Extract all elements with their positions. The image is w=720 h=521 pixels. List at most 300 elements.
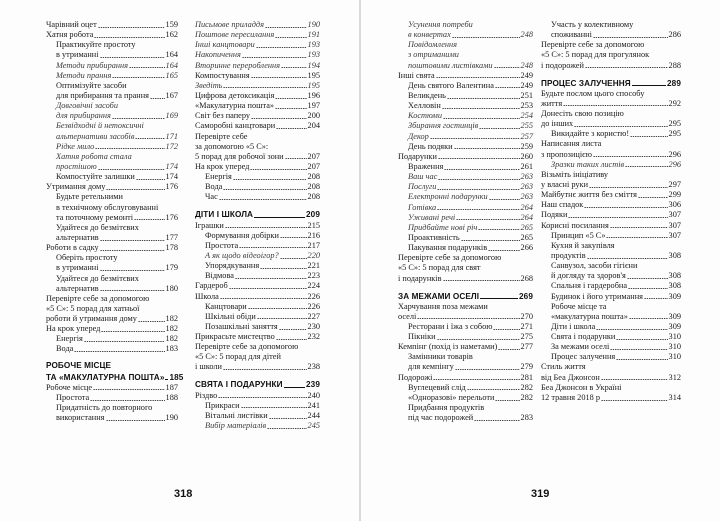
leader-dots [276,128,306,129]
entry-title: «5 С»: 5 порад для прогулянок [541,50,650,60]
leader-dots [587,258,668,259]
entry-title: Прикрасьте мистецтво [195,332,275,342]
index-entry [195,231,320,241]
index-entry [195,342,320,352]
entry-title: Корисні посилання [541,220,609,230]
entry-title: Удайтеся до безмітєвих [56,222,139,232]
index-entry [195,172,320,182]
leader-dots [279,329,307,330]
entry-page-number: 254 [520,111,533,121]
index-entry [541,50,681,60]
leader-dots [136,179,165,180]
entry-title: використання [56,413,105,423]
index-entry [46,213,178,223]
entry-page-number: 263 [520,172,533,182]
index-entry [195,111,320,121]
index-entry [195,182,320,192]
index-entry [398,332,533,342]
entry-page-number: 179 [165,263,178,273]
entry-title: Подорожі [398,372,433,382]
index-entry [195,401,320,411]
entry-title: Кемпінг (похід із наметами) [398,342,498,352]
entry-page-number: 308 [668,271,681,281]
leader-dots [100,290,165,291]
entry-title: Час [205,192,218,202]
index-entry [46,71,178,81]
leader-dots [438,158,520,159]
entry-page-number: 220 [307,250,320,260]
leader-dots [495,87,520,88]
entry-page-number: 314 [668,392,681,402]
index-entry [195,421,320,431]
index-entry [541,150,681,160]
leader-dots [100,57,165,58]
entry-title: Спальня і гардеробна [551,281,628,291]
index-entry [46,243,178,253]
entry-page-number: 183 [165,344,178,354]
entry-page-number: 207 [307,151,320,161]
leader-dots [467,389,520,390]
entry-page-number: 226 [307,291,320,301]
entry-title: Шкільні обіди [205,311,256,321]
entry-title: Компостуйте залишки [56,172,135,182]
leader-dots [100,270,165,271]
index-entry [541,393,681,403]
entry-page-number: 248 [520,60,533,70]
index-entry [541,271,681,281]
entry-title: СВЯТА І ПОДАРУНКИ [195,380,283,390]
entry-title: «5 С»: 5 порад для свят [398,263,481,273]
entry-page-number: 251 [520,90,533,100]
index-entry [541,231,681,241]
entry-title: простішою [56,161,97,171]
index-entry [541,261,681,271]
index-entry [398,253,533,263]
leader-dots [256,47,307,48]
entry-title: Діти і школа [551,321,596,331]
leader-dots [250,169,306,170]
entry-page-number: 286 [668,30,681,40]
leader-dots [495,400,519,401]
entry-page-number: 239 [306,380,320,390]
entry-page-number: 226 [307,301,320,311]
entry-page-number: 253 [520,101,533,111]
index-entry [541,40,681,50]
entry-title: за допомогою «5 С»: [195,141,269,151]
entry-page-number: 217 [307,240,320,250]
leader-dots [223,369,307,370]
index-entry [398,393,533,403]
entry-title: Будьте ретельними [56,192,123,202]
entry-title: Простота [205,240,239,250]
section-heading [398,290,533,302]
index-entry [541,281,681,291]
entry-title: Послуги [408,182,437,192]
entry-title: і школи [195,362,222,372]
leader-dots [627,278,668,279]
index-entry [46,91,178,101]
entry-page-number: 264 [520,202,533,212]
leader-dots [112,77,164,78]
entry-title: Перевірте себе за допомогою [195,342,299,352]
entry-title: День святого Валентина [408,80,494,90]
index-entry [46,50,178,60]
entry-title: Вода [205,182,223,192]
entry-title: та поточному ремонті [56,212,134,222]
index-entry [46,20,178,30]
leader-dots [220,298,307,299]
entry-title: Збирання гостинців [408,121,479,131]
leader-dots [101,331,164,332]
entry-title: Замінники товарів [408,352,473,362]
entry-title: Санвузол, засоби гігієни [551,261,638,271]
leader-dots [494,67,520,68]
index-entry [398,121,533,131]
entry-title: Перевірте себе за допомогою [398,253,502,263]
index-entry [195,40,320,50]
leader-dots [106,420,165,421]
entry-page-number: 263 [520,192,533,202]
entry-title: Придбання продуктів [408,403,485,413]
leader-dots [447,98,520,99]
leader-dots [454,148,520,149]
entry-page-number: 248 [520,30,533,40]
index-entry [398,91,533,101]
entry-title: Вітальні листівки [205,410,268,420]
entry-title: Позашкільні заняття [205,321,278,331]
index-entry [541,99,681,109]
leader-dots [438,179,519,180]
entry-page-number: 275 [520,332,533,342]
section-heading [195,379,320,391]
index-column-3 [398,20,533,423]
index-entry [541,241,681,251]
entry-title: продуктів [551,250,586,260]
entry-page-number: 259 [520,141,533,151]
index-entry [398,152,533,162]
leader-dots [280,258,307,259]
entry-title: Ваш час [408,172,438,182]
entry-page-number: 249 [520,80,533,90]
entry-title: Беа Джонсон в Україні [541,382,622,392]
index-entry [46,61,178,71]
entry-page-number: 240 [307,390,320,400]
leader-dots [443,118,520,119]
index-entry [46,172,178,182]
entry-title: Викидайте з користю! [551,129,630,139]
entry-page-number: 241 [307,400,320,410]
leader-dots [239,247,306,248]
index-entry [398,413,533,423]
entry-page-number: 310 [668,342,681,352]
entry-title: На крок уперед [46,324,101,334]
leader-dots [74,351,164,352]
entry-title: 5 порад для робочої зони [195,151,284,161]
index-entry [398,233,533,243]
entry-page-number: 191 [307,30,320,40]
index-entry [195,71,320,81]
leader-dots [489,199,520,200]
leader-dots [275,98,306,99]
entry-page-number: 244 [307,410,320,420]
entry-title: й догляду та здоров'я [551,271,626,281]
index-entry [46,294,178,304]
entry-title: Робоче місце [46,382,93,392]
leader-dots [284,387,305,388]
section-heading [541,77,681,89]
leader-dots [90,400,164,401]
leader-dots [443,280,520,281]
entry-title: альтернатив [56,232,99,242]
entry-page-number: 312 [668,372,681,382]
entry-title: Пікніки [408,332,436,342]
index-entry [195,221,320,231]
index-entry [541,342,681,352]
index-entry [195,352,320,362]
entry-title: Зразки таких листів [551,159,625,169]
leader-dots [276,339,307,340]
leader-dots [596,329,667,330]
index-entry [46,111,178,121]
entry-title: і подарунків [398,273,442,283]
entry-title: Роботи в садку [46,243,99,253]
leader-dots [616,339,667,340]
entry-title: ПРОЦЕС ЗАЛУЧЕННЯ [541,78,631,88]
entry-title: Проактивність [408,232,460,242]
index-entry [46,142,178,152]
entry-title: Ресторани і їжа з собою [408,321,493,331]
entry-title: Чарівний оцет [46,19,97,29]
entry-title: Світ без паперу [195,111,251,121]
entry-page-number: 238 [307,362,320,372]
index-entry [398,203,533,213]
entry-page-number: 193 [307,50,320,60]
entry-title: роботи й утримання дому [46,314,137,324]
entry-title: Зведіть [195,80,223,90]
entry-title: Удайтеся до безмітєвих [56,273,139,283]
entry-page-number: 295 [668,119,681,129]
entry-title: Методи прибирання [56,60,128,70]
leader-dots [280,237,307,238]
index-entry [195,363,320,373]
entry-page-number: 176 [165,182,178,192]
entry-title: альтернативи засобів [56,131,135,141]
entry-page-number: 187 [165,382,178,392]
entry-title: Враження [408,161,444,171]
entry-page-number: 159 [165,19,178,29]
entry-page-number: 232 [307,332,320,342]
entry-title: Стиль життя [541,362,586,372]
entry-title: з отриманими [408,50,459,60]
index-entry [541,61,681,71]
entry-title: Вода [56,344,74,354]
leader-dots [498,349,519,350]
index-entry [541,139,681,149]
leader-dots [436,77,520,78]
index-entry [541,322,681,332]
leader-dots [437,209,519,210]
index-entry [46,182,178,192]
entry-page-number: 174 [165,172,178,182]
entry-title: для прибирання [56,111,111,121]
entry-title: Кухня й закупівля [551,240,615,250]
entry-title: в утриманні [56,263,99,273]
entry-title: ДІТИ І ШКОЛА [195,210,254,220]
index-entry [46,403,178,413]
entry-page-number: 270 [520,311,533,321]
entry-title: Участь у колективному [551,19,634,29]
entry-title: Гардероб [195,281,228,291]
index-entry [398,223,533,233]
leader-dots [589,187,668,188]
entry-page-number: 308 [668,250,681,260]
entry-title: Перевірте себе за допомогою [46,293,150,303]
entry-title: і подорожей [541,60,584,70]
leader-dots [474,420,519,421]
entry-page-number: 263 [520,182,533,192]
entry-page-number: 216 [307,230,320,240]
leader-dots [267,428,306,429]
index-entry [46,203,178,213]
entry-title: ЗА МЕЖАМИ ОСЕЛІ [398,291,480,301]
index-entry [398,142,533,152]
entry-title: Донесіть свою позицію [541,108,624,118]
entry-title: в конвертах [408,30,451,40]
index-entry [46,253,178,263]
index-entry [541,373,681,383]
leader-dots [601,379,668,380]
entry-page-number: 309 [668,311,681,321]
entry-title: Енергія [205,172,232,182]
index-entry [541,292,681,302]
index-entry [541,109,681,119]
leader-dots [95,148,164,149]
leader-dots [281,67,307,68]
leader-dots [257,318,307,319]
index-entry [46,413,178,423]
index-entry [541,160,681,170]
entry-page-number: 292 [668,98,681,108]
entry-page-number: 185 [169,372,184,382]
leader-dots [437,189,519,190]
index-entry [195,132,320,142]
index-entry [46,81,178,91]
entry-page-number: 227 [307,311,320,321]
entry-page-number: 297 [668,179,681,189]
leader-dots [616,359,667,360]
entry-title: Відмова [205,271,234,281]
entry-page-number: 261 [520,161,533,171]
index-entry [195,292,320,302]
index-entry [398,132,533,142]
entry-title: Канцтовари [205,301,247,311]
index-entry [398,192,533,202]
leader-dots [442,108,520,109]
leader-dots [584,207,667,208]
leader-dots [461,240,520,241]
index-entry [398,312,533,322]
index-entry [46,132,178,142]
section-heading [46,371,184,383]
entry-page-number: 310 [668,352,681,362]
index-entry [195,30,320,40]
index-entry [398,383,533,393]
entry-title: Придатність до повторного [56,403,153,413]
index-entry [398,50,533,60]
index-entry [398,40,533,50]
index-entry [541,210,681,220]
entry-page-number: 310 [668,332,681,342]
entry-page-number: 182 [165,314,178,324]
entry-title: Великдень [408,90,446,100]
leader-dots [456,219,519,220]
entry-page-number: 265 [520,222,533,232]
entry-title: А як щодо відеоігор? [205,250,279,260]
index-entry [398,71,533,81]
entry-title: для кемпінгу [408,362,454,372]
entry-page-number: 169 [165,111,178,121]
entry-page-number: 177 [165,232,178,242]
entry-page-number: 296 [668,159,681,169]
index-entry [541,312,681,322]
leader-dots [165,379,168,380]
entry-page-number: 172 [165,141,178,151]
index-entry [541,221,681,231]
entry-page-number: 306 [668,200,681,210]
entry-title: Усунення потреби [408,19,473,29]
leader-dots [269,418,307,419]
entry-title: «5 С»: 5 порад для хатньої [46,303,140,313]
leader-dots [601,400,668,401]
index-entry [46,284,178,294]
leader-dots [251,77,307,78]
entry-title: в технічному обслуговуванні [56,202,159,212]
leader-dots [568,217,667,218]
index-entry [195,281,320,291]
leader-dots [254,217,305,218]
entry-title: Будинок і його утримання [551,291,643,301]
entry-title: Придбайте нові річ [408,222,478,232]
entry-title: Вибір матеріалів [205,421,267,431]
index-entry [195,322,320,332]
entry-title: з пропозицією [541,149,592,159]
entry-title: Хатня робота [46,30,94,40]
leader-dots [593,156,668,157]
entry-page-number: 268 [520,273,533,283]
entry-page-number: 271 [520,321,533,331]
leader-dots [437,339,520,340]
leader-dots [223,189,306,190]
entry-title: Простота [56,392,90,402]
index-entry [46,233,178,243]
leader-dots [455,369,520,370]
entry-title: Принцип «5 С» [551,230,606,240]
entry-title: Пакування подарунків [408,243,488,253]
leader-dots [98,27,165,28]
leader-dots [493,329,519,330]
entry-title: Накопичення [195,50,241,60]
entry-title: від Беа Джонсон [541,372,600,382]
entry-title: ТА «МАКУЛАТУРНА ПОШТА» [46,372,165,382]
index-entry [195,20,320,30]
entry-title: споживанні [551,30,592,40]
entry-page-number: 182 [165,324,178,334]
entry-page-number: 208 [307,192,320,202]
index-entry [398,213,533,223]
index-entry [195,50,320,60]
leader-dots [480,298,518,299]
leader-dots [241,407,307,408]
